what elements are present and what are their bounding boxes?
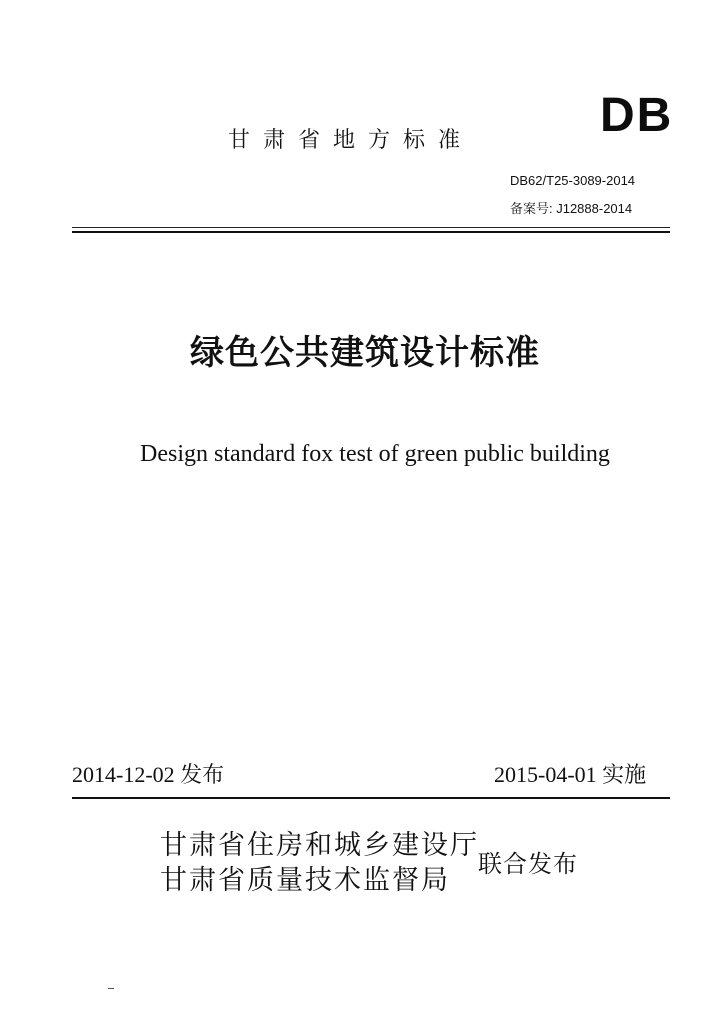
- issuer-line-2: 甘肃省质量技术监督局: [160, 865, 450, 896]
- dates-rule: [72, 797, 670, 799]
- header-rule-thick: [72, 231, 670, 233]
- title-english: Design standard fox test of green public building: [140, 441, 610, 467]
- effective-date: 2015-04-01 实施: [494, 762, 647, 787]
- joint-issue-label: 联合发布: [478, 850, 578, 878]
- scan-speck: [108, 988, 114, 989]
- record-number: 备案号: J12888-2014: [510, 201, 633, 216]
- issue-date: 2014-12-02 发布: [72, 762, 225, 787]
- standard-code: DB62/T25-3089-2014: [510, 173, 636, 188]
- header-rule-thin: [72, 227, 670, 228]
- db-standard-mark: DB: [600, 89, 674, 142]
- title-chinese: 绿色公共建筑设计标准: [190, 333, 540, 373]
- standard-type-heading: 甘肃省地方标准: [228, 128, 474, 153]
- issuer-line-1: 甘肃省住房和城乡建设厅: [160, 830, 479, 861]
